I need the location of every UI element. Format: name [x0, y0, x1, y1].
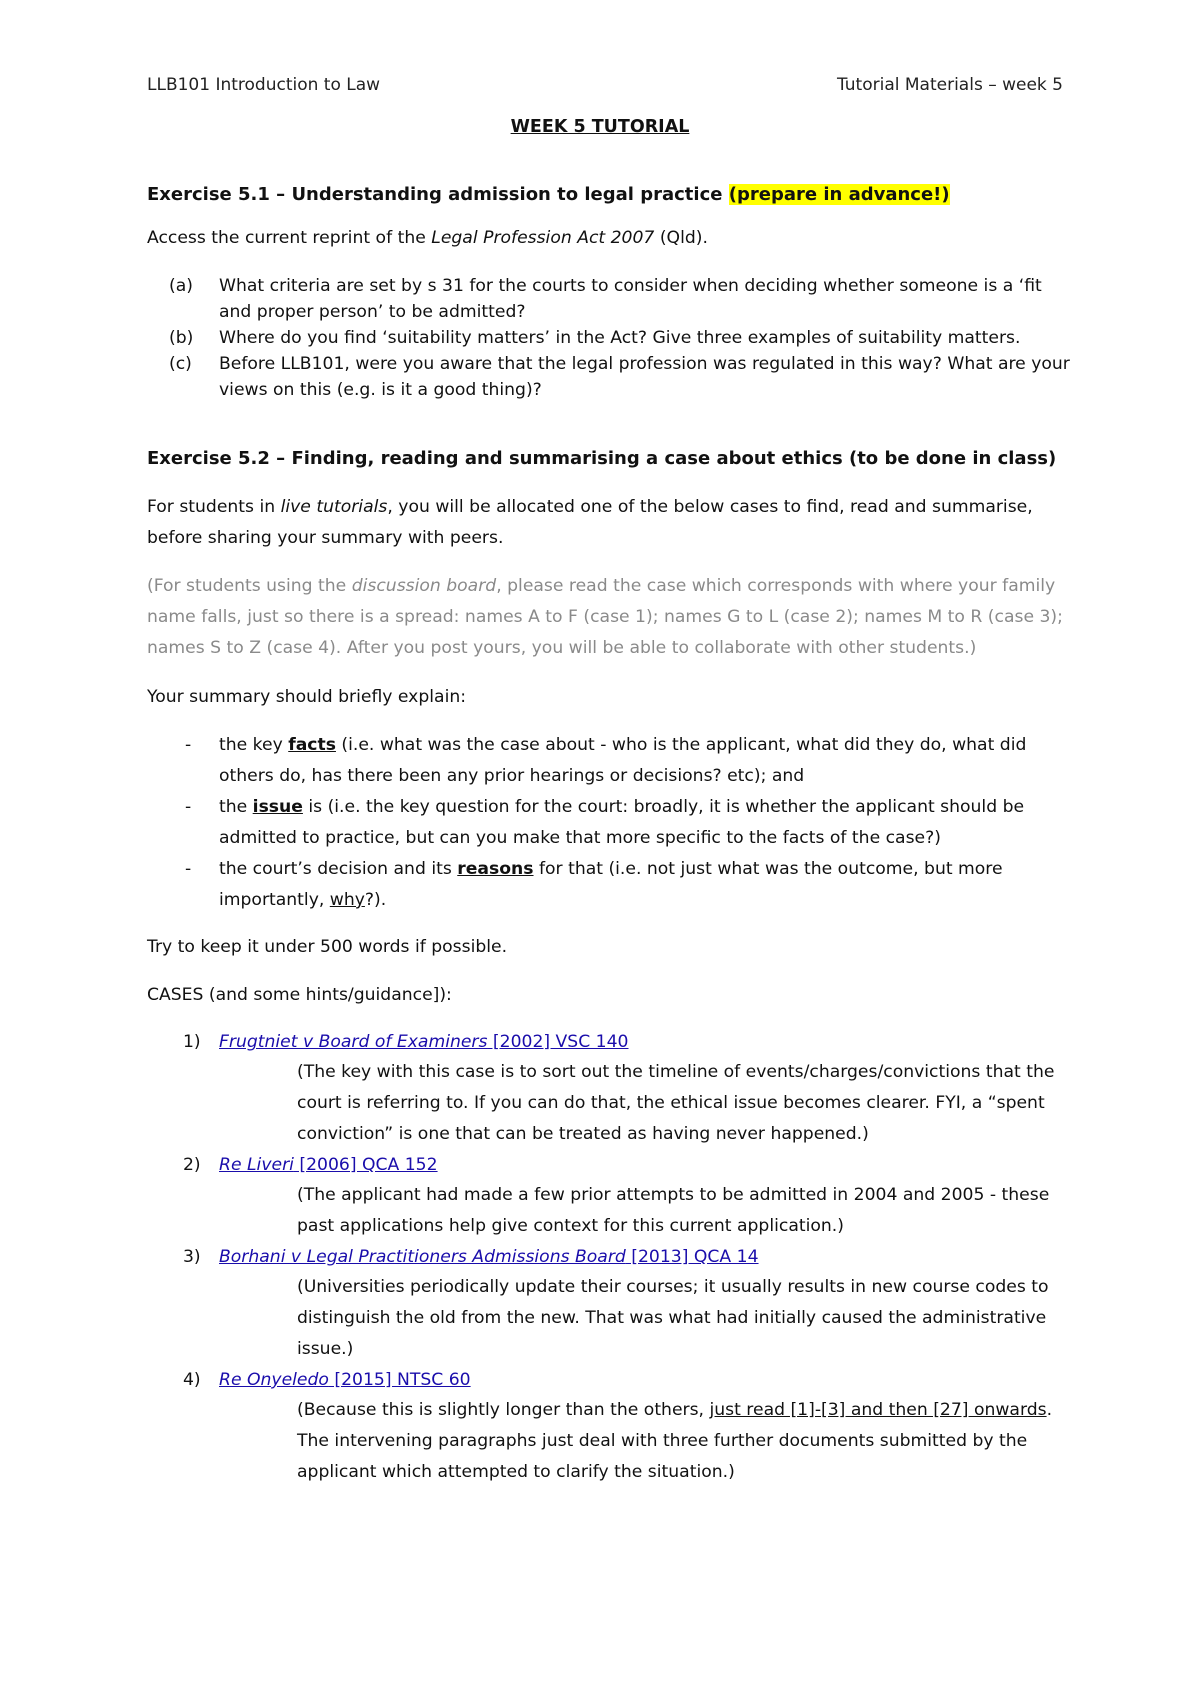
case-link[interactable]: [219, 1247, 759, 1267]
question-item: [147, 325, 1077, 351]
para-text-end: , please read the case which corresponds with where your family name falls, just so there is a spread: names A to F (case 1); names G to L (case 2); names M to R (case 3); names S to Z (case 4). After you post yours, you will be able to collaborate with other students.): [147, 576, 1063, 658]
summary-bullets: [147, 730, 1077, 916]
bullet-marker: -: [185, 797, 192, 817]
case-item: [147, 1365, 1077, 1395]
case-name: Frugtniet v Board of Examiners: [219, 1032, 488, 1052]
discussion-board-paragraph: [147, 571, 1077, 664]
bullet-text: the court’s decision and its: [219, 859, 458, 879]
bullet-underline: why: [329, 890, 365, 910]
bullet-text-mid: for that (i.e. not just what was the outcome, but more importantly,: [219, 859, 1003, 910]
header-course: LLB101 Introduction to Law: [147, 75, 381, 95]
question-text: Before LLB101, were you aware that the legal profession was regulated in this way? What are your views on this (e.g. is it a good thing)?: [219, 354, 1070, 400]
cases-intro: CASES (and some hints/guidance]):: [147, 985, 452, 1005]
case-list: [147, 1027, 1077, 1488]
case-marker: 4): [183, 1370, 201, 1390]
bullet-item: [147, 792, 1077, 854]
case-item: [147, 1027, 1077, 1057]
case-note: (The applicant had made a few prior attempts to be admitted in 2004 and 2005 - these past applications help give context for this current application.): [297, 1185, 1050, 1236]
case-marker: 3): [183, 1247, 201, 1267]
case-name: Re Liveri: [219, 1155, 294, 1175]
act-name: Legal Profession Act 2007: [431, 228, 655, 248]
exercise-5-2-heading: Exercise 5.2 – Finding, reading and summarising a case about ethics (to be done in class): [147, 448, 1057, 469]
case-citation: [2015] NTSC 60: [328, 1370, 471, 1390]
question-item: [147, 351, 1077, 403]
bullet-text: the: [219, 797, 253, 817]
exercise-5-1-heading: [147, 182, 1077, 208]
para-emphasis: live tutorials: [280, 497, 388, 517]
bullet-text-end: is (i.e. the key question for the court: broadly, it is whether the applicant should be admitted to practice, but can you make that more specific to the facts of the case?): [219, 797, 1025, 848]
bullet-item: [147, 730, 1077, 792]
exercise-5-1-title: Exercise 5.1 – Understanding admission to legal practice: [147, 184, 723, 205]
bullet-text-end: (i.e. what was the case about - who is the applicant, what did they do, what did others do, has there been any prior hearings or decisions? etc); and: [219, 735, 1027, 786]
bullet-item: [147, 854, 1077, 916]
bullet-keyword: reasons: [457, 859, 534, 879]
case-note: (The key with this case is to sort out the timeline of events/charges/convictions that the court is referring to. If you can do that, the ethical issue becomes clearer. FYI, a “spent conviction” is one that can be treated as having never happened.): [297, 1062, 1055, 1144]
intro-text-end: (Qld).: [654, 228, 708, 248]
bullet-text-end: ?).: [364, 890, 387, 910]
exercise-5-1-intro: [147, 225, 1077, 251]
exercise-5-1: [147, 182, 1077, 403]
bullet-keyword: issue: [252, 797, 303, 817]
case-item: [147, 1242, 1077, 1272]
prepare-highlight: (prepare in advance!): [728, 184, 950, 205]
para-text: (For students using the: [147, 576, 352, 596]
case-name: Re Onyeledo: [219, 1370, 329, 1390]
word-limit: Try to keep it under 500 words if possible.: [147, 937, 508, 957]
case-marker: 2): [183, 1155, 201, 1175]
page-title: WEEK 5 TUTORIAL: [510, 117, 690, 137]
bullet-marker: -: [185, 859, 192, 879]
case-note-text-end: . The intervening paragraphs just deal with three further documents submitted by the applicant which attempted to clarify the situation.): [297, 1400, 1053, 1482]
intro-text: Access the current reprint of the: [147, 228, 432, 248]
case-note: (Universities periodically update their courses; it usually results in new course codes to distinguish the old from the new. That was what had initially caused the administrative issue.): [297, 1277, 1049, 1359]
case-item: [147, 1150, 1077, 1180]
bullet-keyword: facts: [288, 735, 336, 755]
question-marker: (b): [169, 328, 194, 348]
case-note-text: (Because this is slightly longer than the others,: [297, 1400, 710, 1420]
case-citation: [2006] QCA 152: [293, 1155, 438, 1175]
exercise-5-2: [147, 446, 1077, 1488]
question-text: Where do you find ‘suitability matters’ in the Act? Give three examples of suitability matters.: [219, 328, 1021, 348]
case-note-underline: just read [1]-[3] and then [27] onwards: [709, 1400, 1047, 1420]
para-text: For students in: [147, 497, 281, 517]
header-week: Tutorial Materials – week 5: [836, 75, 1063, 95]
case-name: Borhani v Legal Practitioners Admissions Board: [219, 1247, 626, 1267]
bullet-marker: -: [185, 735, 192, 755]
para-emphasis: discussion board: [351, 576, 497, 596]
question-marker: (c): [169, 354, 192, 374]
case-marker: 1): [183, 1032, 201, 1052]
case-link[interactable]: [219, 1370, 471, 1390]
question-text: What criteria are set by s 31 for the courts to consider when deciding whether someone is a ‘fit and proper person’ to be admitted?: [219, 276, 1042, 322]
case-citation: [2002] VSC 140: [487, 1032, 629, 1052]
para-text-end: , you will be allocated one of the below cases to find, read and summarise, before sharing your summary with peers.: [147, 497, 1033, 548]
case-note: [147, 1395, 1077, 1488]
case-link[interactable]: [219, 1155, 438, 1175]
question-marker: (a): [169, 276, 193, 296]
case-citation: [2013] QCA 14: [625, 1247, 759, 1267]
bullet-text: the key: [219, 735, 289, 755]
case-link[interactable]: [219, 1032, 629, 1052]
question-item: [147, 273, 1077, 325]
summary-intro: Your summary should briefly explain:: [147, 687, 467, 707]
question-list: [147, 273, 1077, 403]
live-tutorial-paragraph: [147, 492, 1077, 554]
